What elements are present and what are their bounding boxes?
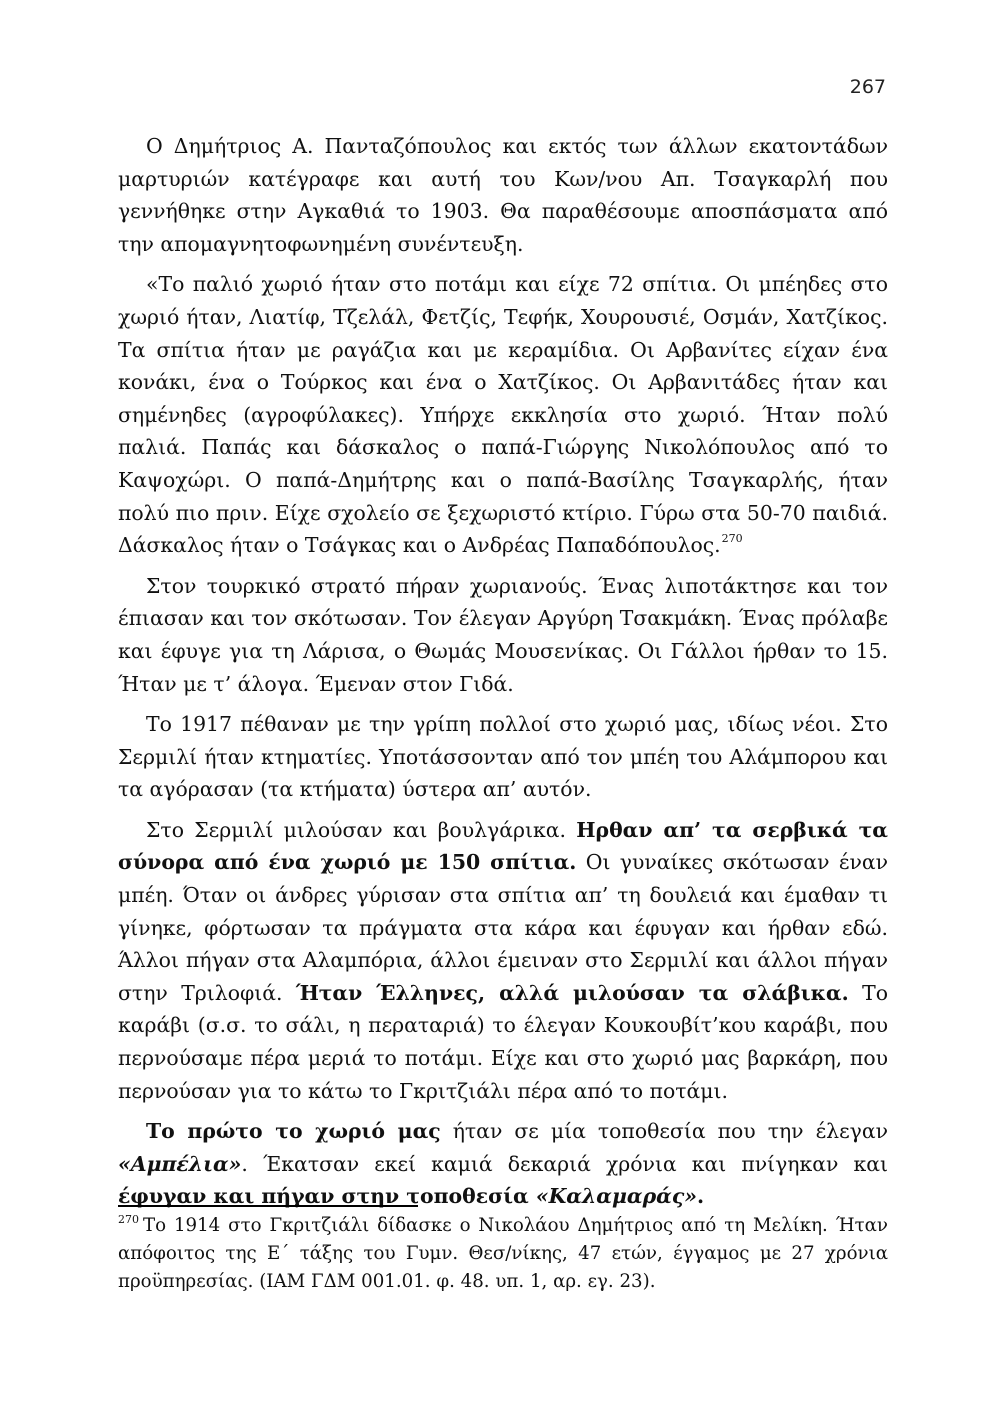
paragraph-3: Στον τουρκικό στρατό πήραν χωριανούς. Ένας λιποτάκτησε και τον έπιασαν και τον σκότωσαν. Τον έλεγαν Αργύρη Τσακμάκη. Ένας πρόλαβε και έφυγε για τη Λάρισα, ο Θωμάς Μουσενίκας. Οι Γάλλοι ήρθαν το 15. Ήταν με τ’ άλογα. Έμεναν στον Γιδά. xyxy=(118,573,888,696)
paragraph-6-bold-italic-2: «Καλαμαράς» xyxy=(535,1184,698,1209)
footnote-text: Το 1914 στο Γκριτζιάλι δίδασκε ο Νικολάου Δημήτριος από τη Μελίκη. Ήταν απόφοιτος της Ε΄ τάξης του Γυμν. Θεσ/νίκης, 47 ετών, έγγαμος με 27 χρόνια προϋπηρεσίας. (ΙΑΜ ΓΔΜ 001.01. φ. 48. υπ. 1, αρ. εγ. 23). xyxy=(118,1215,888,1292)
paragraph-5 xyxy=(118,814,888,1107)
paragraph-5-bold-1: Ηρθαν απ’ τα σερβικά τα σύνορα από ένα χωριό με 150 σπίτια. xyxy=(118,817,888,875)
paragraph-5-text-2: Οι γυναίκες σκότωσαν έναν μπέη. Όταν οι άνδρες γύρισαν στα σπίτια απ’ τη δουλειά και έμαθαν τι γίνηκε, φόρτωσαν τα πράγματα στα κάρα και έφυγαν και ήρθαν εδώ. Άλλοι πήγαν στα Αλαμπόρια, άλλοι έμειναν στο Σερμιλί και άλλοι πήγαν στην Τριλοφιά. xyxy=(118,850,889,1005)
paragraph-5-text-1: Στο Σερμιλί μιλούσαν και βουλγάρικα. xyxy=(146,817,577,842)
paragraph-6-text-2: . Έκατσαν εκεί καμιά δεκαριά χρόνια και πνίγηκαν και xyxy=(241,1151,888,1176)
footnote-reference[interactable]: 270 xyxy=(721,532,743,546)
paragraph-1: Ο Δημήτριος Α. Πανταζόπουλος και εκτός των άλλων εκατοντάδων μαρτυριών κατέγραφε και αυτή του Κων/νου Απ. Τσαγκαρλή που γεννήθηκε στην Αγκαθιά το 1903. Θα παραθέσουμε αποσπάσματα από την απομαγνητοφωνημένη συνέντευξη. xyxy=(118,134,888,256)
paragraph-2 xyxy=(118,268,888,561)
paragraph-6-text-1: ήταν σε μία τοποθεσία που την έλεγαν xyxy=(440,1119,888,1144)
paragraph-2-text: «Το παλιό χωριό ήταν στο ποτάμι και είχε 72 σπίτια. Οι μπέηδες στο χωριό ήταν, Λιατίφ, Τζελάλ, Φετζίς, Τεφήκ, Χουρουσιέ, Οσμάν, Χατζίκος. Τα σπίτια ήταν με ραγάζια και με κεραμίδια. Οι Αρβανίτες είχαν ένα κονάκι, ένα ο Τούρκος και ένα ο Χατζίκος. Οι Αρβανιτάδες ήταν και σημένηδες (αγροφύλακες). Υπήρχε εκκλησία στο χωριό. Ήταν πολύ παλιά. Παπάς και δάσκαλος ο παπά-Γιώργης Νικολόπουλος από το Καψοχώρι. Ο παπά-Δημήτρης και ο παπά-Βασίλης Τσαγκαρλής, ήταν πολύ πιο πριν. Είχε σχολείο σε ξεχωριστό κτίριο. Γύρω στα 50-70 παιδιά. Δάσκαλος ήταν ο Τσάγκας και ο Ανδρέας Παπαδόπουλος. xyxy=(118,272,888,558)
footnote-divider xyxy=(118,1205,418,1207)
paragraph-5-bold-2: Ήταν Έλληνες, αλλά μιλούσαν τα σλάβικα. xyxy=(295,980,849,1005)
paragraph-6 xyxy=(118,1115,888,1213)
paragraph-6-text-3: . xyxy=(697,1184,705,1209)
body-text xyxy=(118,130,888,1213)
paragraph-6-bold-1: Το πρώτο το χωριό μας xyxy=(146,1119,441,1144)
paragraph-6-bold-italic-1: «Αμπέλια» xyxy=(118,1151,242,1176)
paragraph-4: Το 1917 πέθαναν με την γρίπη πολλοί στο χωριό μας, ιδίως νέοι. Στο Σερμιλί ήταν κτηματίες. Υποτάσσονταν από τον μπέη του Αλάμπορου και τα αγόρασαν (τα κτήματα) ύστερα απ’ αυτόν. xyxy=(118,712,888,802)
footnote-number: 270 xyxy=(118,1213,139,1226)
footnote xyxy=(118,1212,888,1296)
page-number: 267 xyxy=(849,76,886,98)
paragraph-6-bold-2: έφυγαν και πήγαν στην τοποθεσία xyxy=(118,1184,536,1209)
paragraph-5-text-3: Το καράβι (σ.σ. το σάλι, η περαταριά) το έλεγαν Κουκουβίτ’κου καράβι, που περνούσαμε πέρα μεριά το ποτάμι. Είχε και στο χωριό μας βαρκάρη, που περνούσαν για το κάτω το Γκριτζιάλι πέρα από το ποτάμι. xyxy=(118,980,888,1103)
